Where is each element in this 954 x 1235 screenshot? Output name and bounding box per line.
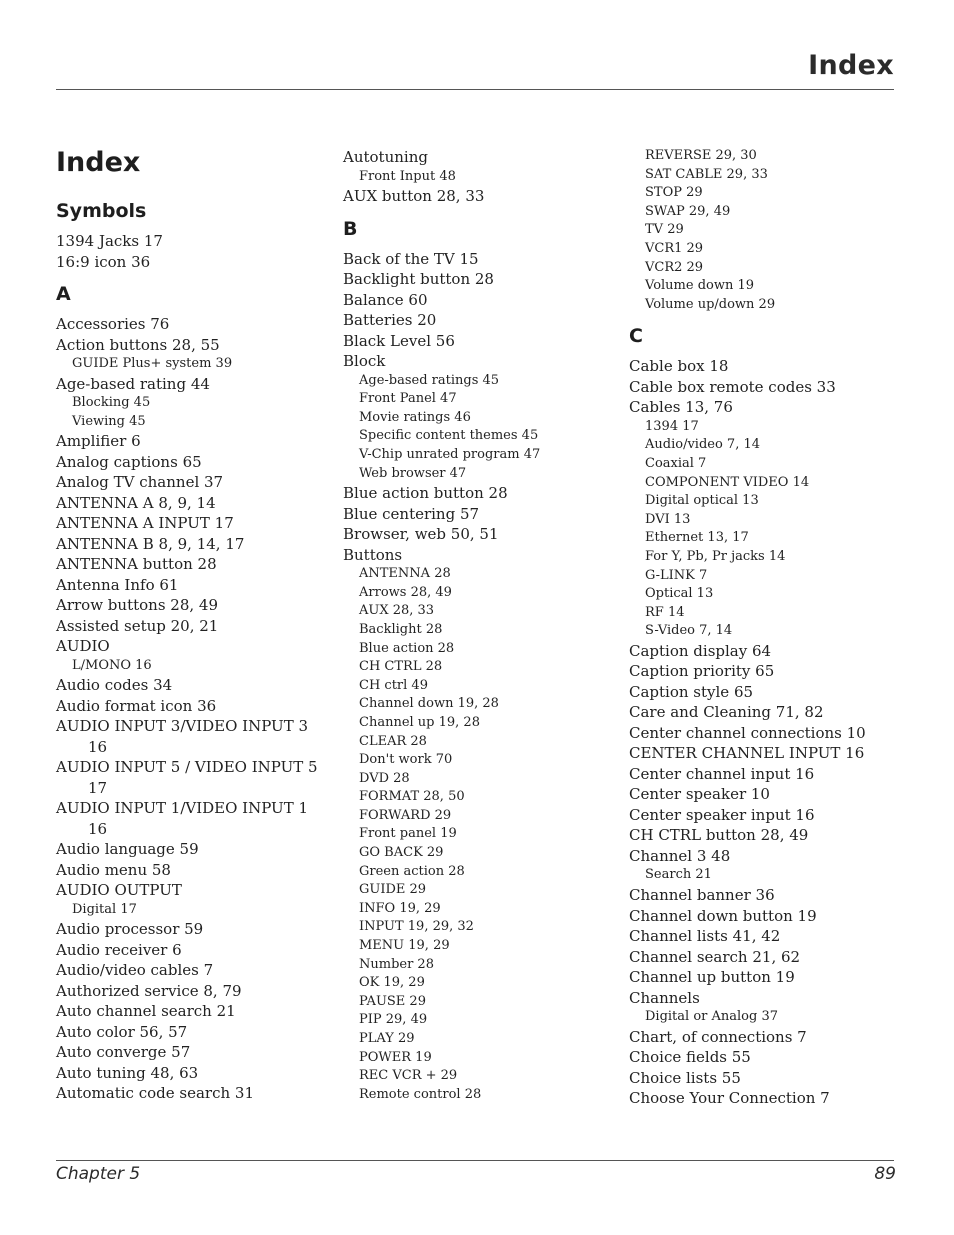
index-entry: ANTENNA button 28: [56, 555, 217, 574]
index-entry: Channel banner 36: [629, 886, 775, 905]
index-entry: Accessories 76: [56, 315, 170, 333]
index-subentry: Age-based ratings 45: [359, 372, 500, 388]
index-subentry: OK 19, 29: [359, 975, 425, 991]
index-entry: AUX button 28, 33: [343, 187, 485, 206]
index-entry: Care and Cleaning 71, 82: [629, 703, 824, 722]
index-subentry: Coaxial 7: [645, 456, 707, 472]
index-entry: Auto tuning 48, 63: [56, 1063, 199, 1082]
index-subentry: Ethernet 13, 17: [645, 530, 749, 546]
index-entry: Auto converge 57: [56, 1043, 191, 1062]
index-subentry: Digital optical 13: [645, 493, 759, 509]
header-rule: [56, 89, 894, 90]
index-subentry: Web browser 47: [359, 465, 467, 481]
index-subentry: PAUSE 29: [359, 993, 426, 1009]
index-entry: 1394 Jacks 17: [56, 232, 163, 250]
index-entry: Analog TV channel 37: [56, 473, 224, 492]
index-subentry: FORWARD 29: [359, 807, 452, 823]
index-subentry: FORMAT 28, 50: [359, 789, 465, 805]
index-entry: ANTENNA A 8, 9, 14: [56, 493, 216, 512]
index-subentry: CH CTRL 28: [359, 659, 443, 675]
index-subentry: DVI 13: [645, 511, 691, 527]
index-entry: Audio processor 59: [56, 920, 204, 939]
index-subentry: Optical 13: [645, 586, 714, 602]
index-subentry: Channel up 19, 28: [359, 714, 480, 730]
index-subentry: For Y, Pb, Pr jacks 14: [645, 549, 786, 564]
index-entry: Cable box remote codes 33: [629, 377, 836, 396]
index-entry: Channel up button 19: [629, 968, 795, 987]
running-header-title: Index: [808, 50, 894, 81]
index-subentry: Search 21: [645, 867, 712, 883]
index-entry: Caption display 64: [629, 641, 772, 660]
index-entry: Audio receiver 6: [56, 940, 182, 959]
index-entry: Automatic code search 31: [56, 1084, 254, 1103]
index-column-1: [56, 146, 326, 1104]
index-subentry: G-LINK 7: [645, 567, 708, 583]
index-entry: Center channel connections 10: [629, 723, 866, 742]
index-entry: Channels: [629, 988, 700, 1007]
index-entry: Auto channel search 21: [56, 1002, 236, 1021]
index-subentry: CH ctrl 49: [359, 677, 428, 693]
index-subentry: VCR1 29: [645, 240, 704, 256]
index-entry: Analog captions 65: [56, 452, 202, 471]
index-entry: CENTER CHANNEL INPUT 16: [629, 744, 865, 763]
footer-chapter-label: Chapter 5: [56, 1164, 141, 1184]
index-subentry: Front Input 48: [359, 168, 456, 184]
index-entry: Assisted setup 20, 21: [56, 616, 219, 635]
index-subentry: Channel down 19, 28: [359, 696, 499, 712]
index-entry: Audio format icon 36: [56, 696, 217, 715]
index-subentry: GO BACK 29: [359, 845, 444, 861]
index-subentry: Front Panel 47: [359, 391, 457, 407]
index-entry: Auto color 56, 57: [56, 1022, 188, 1041]
index-entry: Autotuning: [343, 148, 428, 166]
index-entry: Audio menu 58: [56, 860, 171, 879]
index-entry: Blue centering 57: [343, 504, 480, 523]
index-subentry: PIP 29, 49: [359, 1012, 428, 1028]
index-subentry: AUX 28, 33: [359, 603, 435, 619]
index-entry: 16:9 icon 36: [56, 252, 151, 271]
index-entry: ANTENNA A INPUT 17: [56, 514, 234, 533]
index-subentry: Audio/video 7, 14: [645, 437, 761, 453]
index-entry: 16: [88, 819, 108, 838]
index-subentry: POWER 19: [359, 1049, 432, 1065]
index-subentry: REC VCR + 29: [359, 1068, 458, 1084]
index-subentry: INPUT 19, 29, 32: [359, 919, 474, 935]
index-entry: Arrow buttons 28, 49: [56, 596, 218, 615]
index-entry: AUDIO INPUT 3/VIDEO INPUT 3: [56, 717, 309, 736]
index-subentry: GUIDE Plus+ system 39: [72, 356, 233, 371]
index-entry: Center speaker input 16: [629, 805, 815, 824]
index-subentry: Specific content themes 45: [359, 428, 539, 444]
index-entry: Browser, web 50, 51: [343, 525, 499, 544]
index-subentry: Blocking 45: [72, 395, 151, 411]
index-subentry: SWAP 29, 49: [645, 203, 731, 219]
index-entry: Center speaker 10: [629, 785, 770, 804]
index-entry: AUDIO INPUT 5 / VIDEO INPUT 5: [56, 758, 318, 777]
index-entry: Cable box 18: [629, 357, 729, 376]
index-entry: Authorized service 8, 79: [56, 981, 242, 1000]
index-entry: Batteries 20: [343, 311, 437, 330]
index-column-2: [343, 147, 613, 1104]
index-entry: Block: [343, 352, 386, 371]
index-entry: Balance 60: [343, 290, 428, 309]
index-entry: 16: [88, 737, 108, 756]
index-entry: Age-based rating 44: [56, 374, 210, 393]
index-entry: Back of the TV 15: [343, 249, 479, 268]
section-heading: Symbols: [56, 200, 147, 222]
index-subentry: INFO 19, 29: [359, 900, 441, 916]
index-subentry: TV 29: [645, 222, 684, 238]
index-subentry: STOP 29: [645, 185, 703, 201]
section-heading: B: [343, 217, 358, 240]
index-entry: 17: [88, 778, 108, 797]
index-subentry: PLAY 29: [359, 1031, 415, 1046]
index-subentry: ANTENNA 28: [359, 566, 451, 582]
index-entry: Buttons: [343, 545, 403, 564]
index-subentry: Digital or Analog 37: [645, 1009, 778, 1025]
index-entry: Center channel input 16: [629, 764, 815, 783]
index-entry: Action buttons 28, 55: [56, 335, 220, 354]
index-subentry: Don't work 70: [359, 752, 453, 768]
index-entry: Audio codes 34: [56, 676, 173, 695]
section-heading: A: [56, 283, 71, 305]
index-entry: AUDIO: [56, 637, 110, 656]
index-entry: Choice lists 55: [629, 1068, 741, 1087]
index-subentry: Volume up/down 29: [645, 296, 776, 312]
index-column-3: [629, 147, 899, 1109]
index-entry: Channel down button 19: [629, 906, 817, 925]
index-entry: Caption priority 65: [629, 662, 775, 681]
index-subentry: Backlight 28: [359, 621, 443, 637]
index-subentry: RF 14: [645, 604, 685, 620]
index-entry: Channel lists 41, 42: [629, 927, 781, 946]
page-title: Index: [56, 147, 141, 178]
index-subentry: Movie ratings 46: [359, 409, 471, 425]
index-entry: Cables 13, 76: [629, 398, 733, 417]
index-subentry: SAT CABLE 29, 33: [645, 166, 768, 182]
index-subentry: Arrows 28, 49: [359, 584, 452, 600]
index-subentry: Viewing 45: [72, 413, 146, 429]
index-subentry: MENU 19, 29: [359, 938, 450, 954]
index-subentry: S-Video 7, 14: [645, 623, 733, 639]
index-entry: Chart, of connections 7: [629, 1027, 807, 1046]
index-subentry: REVERSE 29, 30: [645, 148, 757, 163]
index-entry: Backlight button 28: [343, 270, 494, 289]
index-entry: Amplifier 6: [56, 432, 141, 451]
index-subentry: Volume down 19: [645, 278, 755, 294]
index-entry: Channel 3 48: [629, 846, 731, 865]
index-subentry: V-Chip unrated program 47: [359, 446, 541, 462]
index-entry: Audio/video cables 7: [56, 961, 214, 980]
index-subentry: CLEAR 28: [359, 733, 427, 749]
index-subentry: Blue action 28: [359, 640, 455, 656]
index-subentry: Front panel 19: [359, 826, 457, 842]
index-subentry: DVD 28: [359, 770, 410, 786]
index-subentry: Green action 28: [359, 863, 465, 879]
index-entry: Channel search 21, 62: [629, 947, 801, 966]
index-entry: CH CTRL button 28, 49: [629, 826, 809, 845]
index-entry: Antenna Info 61: [56, 575, 179, 594]
index-entry: ANTENNA B 8, 9, 14, 17: [56, 534, 245, 553]
index-subentry: Remote control 28: [359, 1086, 482, 1102]
index-subentry: GUIDE 29: [359, 882, 427, 898]
index-entry: Audio language 59: [56, 840, 199, 859]
index-entry: Choice fields 55: [629, 1048, 751, 1067]
index-subentry: Number 28: [359, 956, 434, 972]
index-entry: Blue action button 28: [343, 484, 508, 503]
section-heading: C: [629, 325, 643, 348]
footer-rule: [56, 1160, 894, 1161]
index-entry: Choose Your Connection 7: [629, 1089, 830, 1108]
index-subentry: VCR2 29: [645, 259, 704, 275]
index-entry: AUDIO OUTPUT: [56, 881, 182, 900]
index-subentry: 1394 17: [645, 418, 699, 434]
footer-page-number: 89: [874, 1164, 896, 1184]
index-subentry: COMPONENT VIDEO 14: [645, 474, 810, 490]
index-subentry: L/MONO 16: [72, 657, 152, 673]
index-entry: Caption style 65: [629, 682, 754, 701]
index-entry: AUDIO INPUT 1/VIDEO INPUT 1: [56, 799, 309, 818]
index-subentry: Digital 17: [72, 901, 137, 917]
index-entry: Black Level 56: [343, 331, 455, 350]
